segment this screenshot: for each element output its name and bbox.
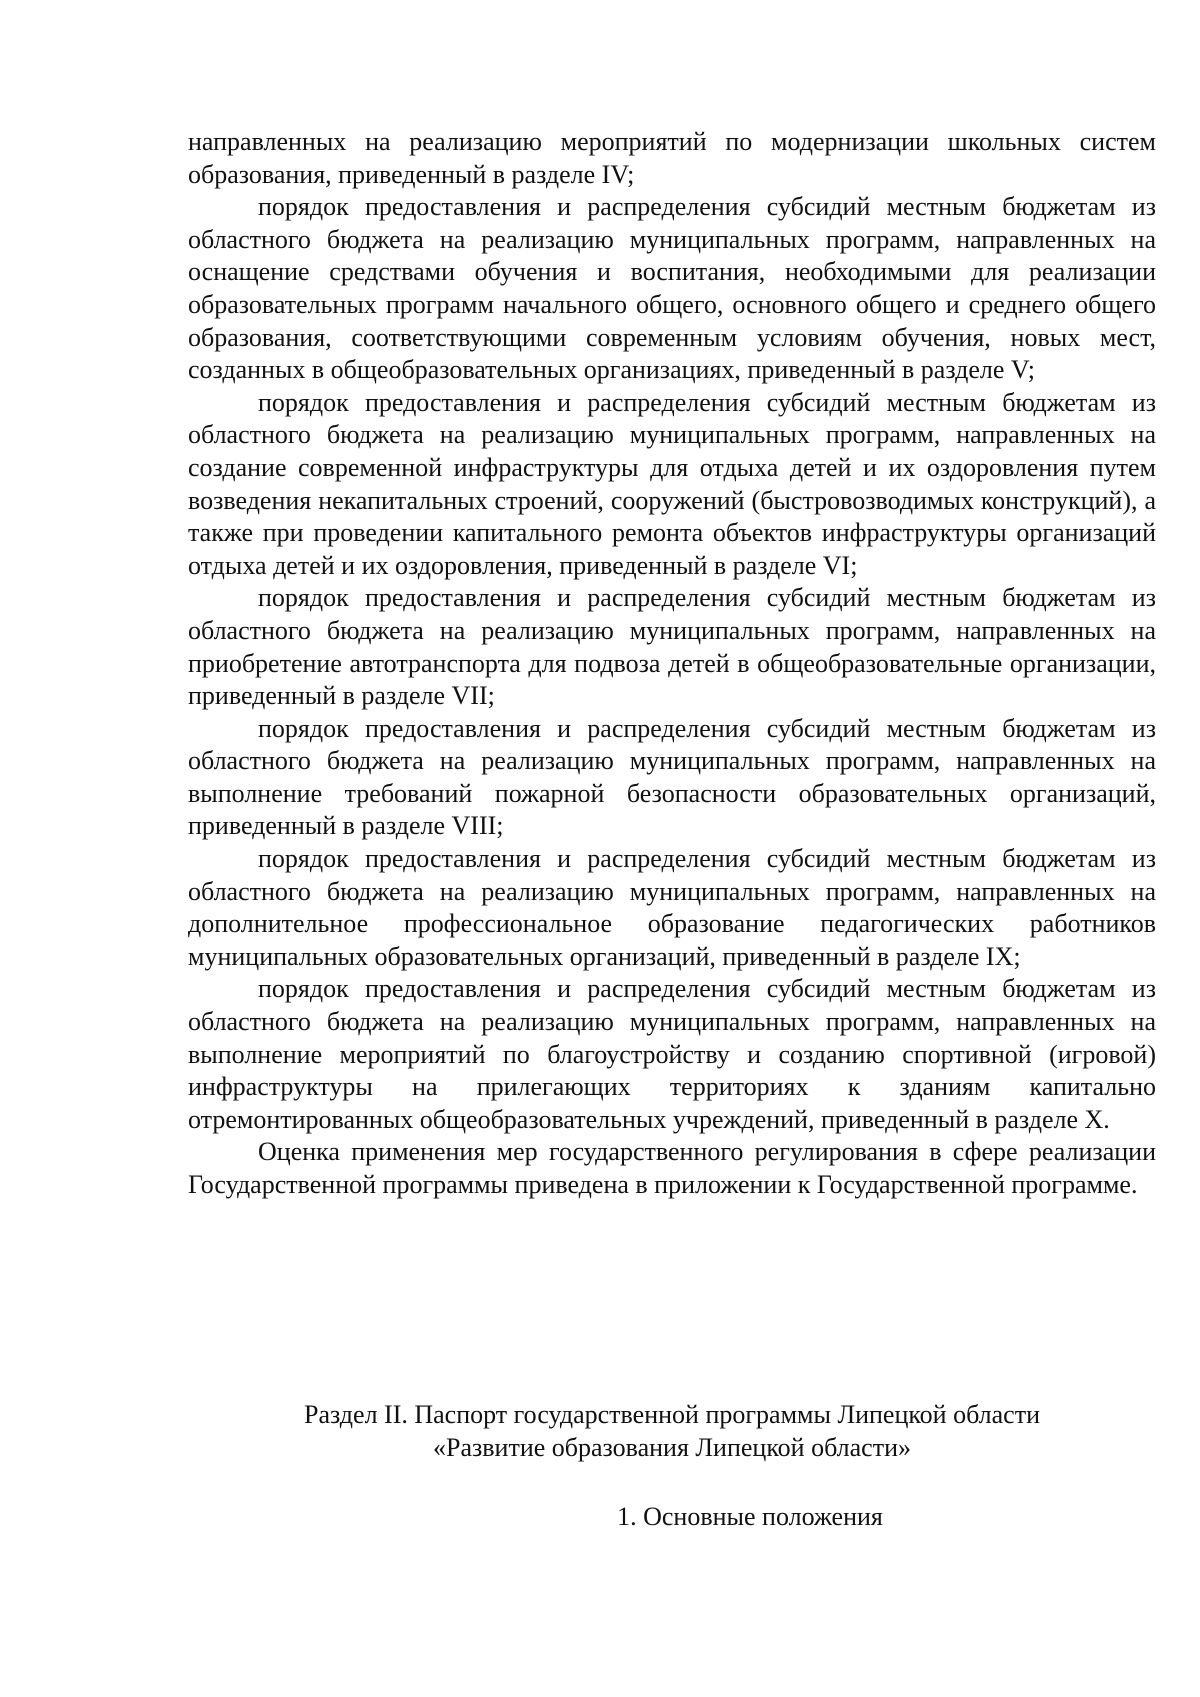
paragraph-continuation: направленных на реализацию мероприятий по модернизации школьных систем образования, приведенный в разделе IV; [188,127,1156,189]
paragraph-regulation-assessment: Оценка применения мер государственного регулирования в сфере реализации Государственной программы приведена в приложении к Государственной программе. [188,1137,1156,1199]
section-heading [188,1398,1156,1464]
paragraph-subsidy-section-ix: порядок предоставления и распределения субсидий местным бюджетам из областного бюджета на реализацию муниципальных программ, направленных на дополнительное профессиональное образование педагогических работников муниципальных образовательных организаций, приведенный в разделе IX; [188,844,1156,971]
subheading: 1. Основные положения [617,1502,883,1531]
document-body [188,126,1156,1202]
section-heading-line-1: Раздел II. Паспорт государственной программы Липецкой области [304,1400,1040,1429]
paragraph-subsidy-section-vii: порядок предоставления и распределения субсидий местным бюджетам из областного бюджета на реализацию муниципальных программ, направленных на приобретение автотранспорта для подвоза детей в общеобразовательные организации, приведенный в разделе VII; [188,583,1156,711]
paragraph-subsidy-section-viii: порядок предоставления и распределения субсидий местным бюджетам из областного бюджета на реализацию муниципальных программ, направленных на выполнение требований пожарной безопасности образовательных организаций, приведенный в разделе VIII; [188,713,1156,841]
paragraph-subsidy-section-v: порядок предоставления и распределения субсидий местным бюджетам из областного бюджета на реализацию муниципальных программ, направленных на оснащение средствами обучения и воспитания, необходимыми для реализации образовательных программ начального общего, основного общего и среднего общего образования, соответствующими современным условиям обучения, новых мест, созданных в общеобразовательных организациях, приведенный в разделе V; [188,192,1156,385]
paragraph-subsidy-section-vi: порядок предоставления и распределения субсидий местным бюджетам из областного бюджета на реализацию муниципальных программ, направленных на создание современной инфраструктуры для отдыха детей и их оздоровления путем возведения некапитальных строений, сооружений (быстровозводимых конструкций), а также при проведении капитального ремонта объектов инфраструктуры организаций отдыха детей и их оздоровления, приведенный в разделе VI; [188,387,1156,580]
paragraph-subsidy-section-x: порядок предоставления и распределения субсидий местным бюджетам из областного бюджета на реализацию муниципальных программ, направленных на выполнение мероприятий по благоустройству и созданию спортивной (игровой) инфраструктуры на прилегающих территориях к зданиям капитально отремонтированных общеобразовательных учреждений, приведенный в разделе X. [188,974,1156,1134]
section-heading-line-2: «Развитие образования Липецкой области» [433,1433,911,1462]
